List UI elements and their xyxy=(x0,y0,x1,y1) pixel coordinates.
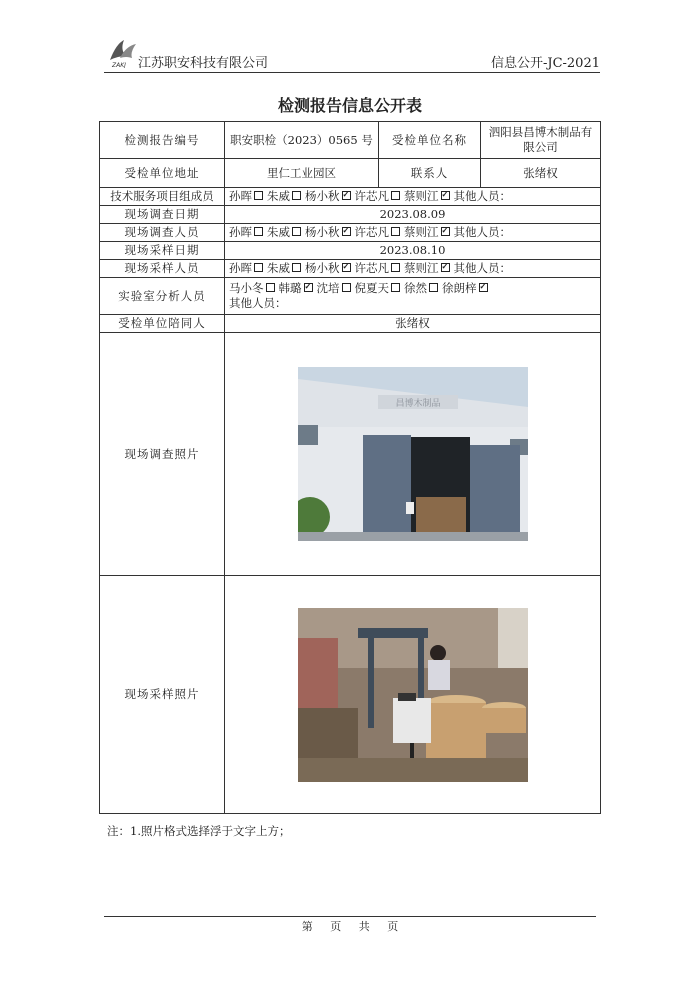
unchecked-box-icon xyxy=(266,283,275,292)
team-label: 技术服务项目组成员 xyxy=(100,188,225,206)
client-value: 泗阳县昌博木制品有限公司 xyxy=(481,122,601,159)
lab-staff-line xyxy=(229,281,596,296)
unchecked-box-icon xyxy=(391,263,400,272)
staff-name: 许芯凡 xyxy=(354,225,389,239)
contact-label: 联系人 xyxy=(379,159,481,188)
staff-name: 杨小秋 xyxy=(305,189,340,203)
company-name: 江苏职安科技有限公司 xyxy=(138,56,269,71)
staff-name: 许芯凡 xyxy=(354,261,389,275)
contact-value: 张绪权 xyxy=(481,159,601,188)
other-staff-label: 其他人员： xyxy=(453,225,511,239)
staff-name: 杨小秋 xyxy=(305,261,340,275)
report-table xyxy=(99,121,601,814)
unchecked-box-icon xyxy=(391,227,400,236)
escort-value: 张绪权 xyxy=(225,315,601,333)
page-number: 第 页 共 页 xyxy=(301,920,399,933)
survey-date-label: 现场调查日期 xyxy=(100,206,225,224)
address-label: 受检单位地址 xyxy=(100,159,225,188)
unchecked-box-icon xyxy=(254,227,263,236)
report-no-value: 职安职检（2023）0565 号 xyxy=(225,122,379,159)
survey-date-value: 2023.08.09 xyxy=(225,206,601,224)
staff-name: 孙晖 xyxy=(229,189,252,203)
staff-name: 沈培 xyxy=(316,281,340,295)
footnote: 注：1.照片格式选择浮于文字上方； xyxy=(107,824,291,838)
unchecked-box-icon xyxy=(292,191,301,200)
staff-name: 马小冬 xyxy=(229,281,264,295)
staff-name: 孙晖 xyxy=(229,225,252,239)
sampling-photo xyxy=(298,608,528,782)
sampling-photo-cell xyxy=(225,576,601,814)
company-logo-icon xyxy=(106,34,140,68)
unchecked-box-icon xyxy=(391,283,400,292)
checked-box-icon xyxy=(342,191,351,200)
table-row xyxy=(100,278,601,315)
lab-members xyxy=(225,278,601,315)
staff-name: 朱威 xyxy=(267,189,290,203)
unchecked-box-icon xyxy=(429,283,438,292)
staff-name: 杨小秋 xyxy=(305,225,340,239)
unchecked-box-icon xyxy=(391,191,400,200)
survey-photo-cell xyxy=(225,333,601,576)
other-staff-label: 其他人员： xyxy=(453,261,511,275)
staff-name: 蔡则江 xyxy=(404,225,439,239)
client-label: 受检单位名称 xyxy=(379,122,481,159)
table-row xyxy=(100,206,601,224)
table-row xyxy=(100,576,601,814)
escort-label: 受检单位陪同人 xyxy=(100,315,225,333)
staff-name: 朱威 xyxy=(267,225,290,239)
surveyors-label: 现场调查人员 xyxy=(100,224,225,242)
unchecked-box-icon xyxy=(292,263,301,272)
staff-name: 许芯凡 xyxy=(354,189,389,203)
checked-box-icon xyxy=(304,283,313,292)
staff-name: 倪夏天 xyxy=(354,281,389,295)
table-row xyxy=(100,315,601,333)
staff-name: 韩璐 xyxy=(278,281,302,295)
page-title: 检测报告信息公开表 xyxy=(277,96,422,115)
survey-photo-label: 现场调查照片 xyxy=(100,333,225,576)
staff-name: 孙晖 xyxy=(229,261,252,275)
address-value: 里仁工业园区 xyxy=(225,159,379,188)
table-row xyxy=(100,224,601,242)
report-no-label: 检测报告编号 xyxy=(100,122,225,159)
table-row xyxy=(100,159,601,188)
staff-name: 徐然 xyxy=(404,281,427,295)
sampling-date-label: 现场采样日期 xyxy=(100,242,225,260)
staff-name: 蔡则江 xyxy=(404,189,439,203)
checked-box-icon xyxy=(342,263,351,272)
checked-box-icon xyxy=(479,283,488,292)
unchecked-box-icon xyxy=(292,227,301,236)
checked-box-icon xyxy=(441,227,450,236)
samplers-label: 现场采样人员 xyxy=(100,260,225,278)
surveyors-members xyxy=(225,224,601,242)
other-staff-label: 其他人员： xyxy=(453,189,511,203)
page-header xyxy=(104,34,600,73)
samplers-members xyxy=(225,260,601,278)
table-row xyxy=(100,122,601,159)
staff-name: 朱威 xyxy=(267,261,290,275)
table-row xyxy=(100,242,601,260)
unchecked-box-icon xyxy=(254,263,263,272)
table-row xyxy=(100,188,601,206)
table-row xyxy=(100,260,601,278)
checked-box-icon xyxy=(441,263,450,272)
footer-divider xyxy=(104,916,596,917)
sampling-photo-label: 现场采样照片 xyxy=(100,576,225,814)
logo-text: ZAKJ xyxy=(112,62,126,68)
staff-name: 蔡则江 xyxy=(404,261,439,275)
document-code: 信息公开-JC-2021 xyxy=(490,56,600,71)
photo-sign-text: 昌博木制品 xyxy=(394,399,441,409)
staff-name: 徐朗梓 xyxy=(442,281,477,295)
checked-box-icon xyxy=(342,227,351,236)
unchecked-box-icon xyxy=(342,283,351,292)
survey-photo xyxy=(298,367,528,541)
sampling-date-value: 2023.08.10 xyxy=(225,242,601,260)
lab-label: 实验室分析人员 xyxy=(100,278,225,315)
other-staff-label: 其他人员： xyxy=(229,296,287,310)
checked-box-icon xyxy=(441,191,450,200)
table-row xyxy=(100,333,601,576)
unchecked-box-icon xyxy=(254,191,263,200)
team-members xyxy=(225,188,601,206)
